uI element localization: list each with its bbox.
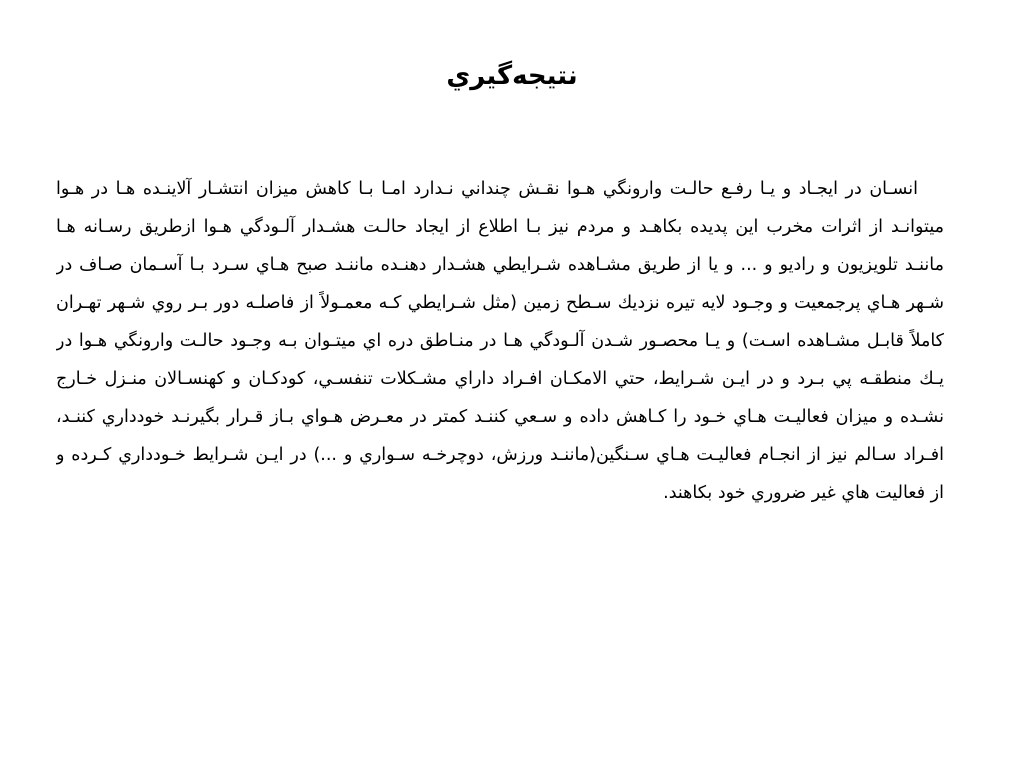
paragraph-line: نشـده و ميزان فعاليـت هـاي خـود را كـاهش داده و سـعي كننـد كمتر در معـرض هـواي بـاز قـرار بگيرنـد خودداري كننـد، <box>56 407 944 427</box>
paragraph-line: كاملاً قابـل مشـاهده اسـت) و يـا محصـور شـدن آلـودگي هـا در منـاطق دره اي ميتـوان بـه وجـود حالـت وارونگي هـوا در <box>56 331 944 351</box>
slide-title: نتيجه‌گيري <box>446 61 578 91</box>
body-paragraph <box>56 170 944 512</box>
paragraph-line: ميتوانـد از اثرات مخرب اين پديده بكاهـد و مردم نيز بـا اطلاع از ايجاد حالـت هشـدار آلـودگي هـوا ازطريق رسـانه هـا <box>56 217 944 237</box>
paragraph-line: افـراد سـالم نيز از انجـام فعاليـت هـاي سـنگين(ماننـد ورزش، دوچرخـه سـواري و ...) در ايـن شـرايط خـودداري كـرده و <box>56 445 944 465</box>
paragraph-line: ماننـد تلويزيون و راديو و ... و يا از طريق مشـاهده شـرايطي هشـدار دهنـده ماننـد صبح هـاي سـرد بـا آسـمان صـاف در <box>56 255 944 275</box>
paragraph-line: شـهر هـاي پرجمعيت و وجـود لايه تيره نزديك سـطح زمين (مثل شـرايطي كـه معمـولاً از فاصلـه دور بـر روي شـهر تهـران <box>56 293 944 313</box>
paragraph-line: يـك منطقـه پي بـرد و در ايـن شـرايط، حتي الامكـان افـراد داراي مشـكلات تنفسـي، كودكـان و كهنسـالان منـزل خـارج <box>56 369 944 389</box>
paragraph-line: از فعاليت هاي غير ضروري خود بكاهند. <box>663 483 944 503</box>
paragraph-line: انسـان در ايجـاد و يـا رفـع حالـت وارونگي هـوا نقـش چنداني نـدارد امـا بـا كاهش ميزان انتشـار آلاينـده هـا در هـوا <box>56 179 918 199</box>
